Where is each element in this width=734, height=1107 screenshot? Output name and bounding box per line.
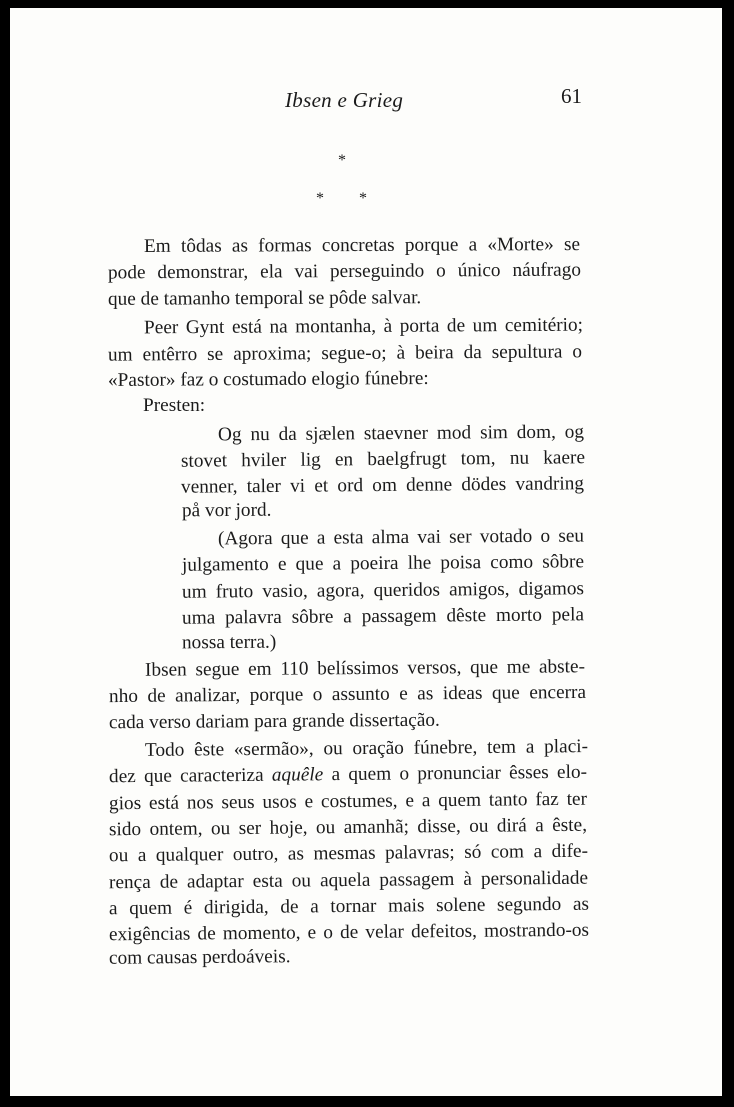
book-page — [10, 8, 722, 1096]
running-title: Ibsen e Grieg — [285, 88, 404, 112]
paragraph-2-line: um entêrro se aproxima; segue-o; à beira da sepultura o — [107, 341, 583, 366]
quote-translation-line: uma palavra sôbre a passagem dêste morto pela — [181, 604, 585, 629]
quote-translation-line: um fruto vasio, agora, queridos amigos, digamos — [181, 578, 585, 603]
asterism-top-star: * — [338, 152, 346, 169]
paragraph-1-line: que de tamanho temporal se pôde salvar. — [107, 287, 422, 310]
speaker-label: Presten: — [143, 395, 206, 416]
asterism-left-star: * — [316, 190, 324, 207]
paragraph-2-line: Peer Gynt está na montanha, à porta de um cemitério; — [143, 314, 584, 339]
paragraph-3-line: cada verso dariam para grande dissertação. — [108, 709, 440, 734]
paragraph-4-line: exigências de momento, e o de velar defeitos, mostrando-os — [108, 919, 590, 946]
emphasis-aquele: aquêle — [271, 764, 324, 786]
paragraph-3-line: Ibsen segue em 110 belíssimos versos, que me abste- — [144, 656, 586, 681]
quote-norwegian-line: på vor jord. — [181, 499, 272, 522]
paragraph-1-line: pode demonstrar, ela vai perseguindo o único náufrago — [107, 259, 582, 284]
quote-norwegian-line: venner, taler vi et ord om denne dödes vandring — [180, 473, 585, 498]
paragraph-4-text: dez que caracteriza — [108, 764, 272, 788]
quote-translation-line: (Agora que a esta alma vai ser votado o seu — [217, 525, 585, 550]
paragraph-1-line: Em tôdas as formas concretas porque a «Morte» se — [143, 234, 581, 257]
paragraph-4-line: com causas perdoáveis. — [108, 946, 291, 969]
paragraph-4-line: Todo êste «sermão», ou oração fúnebre, tem a placi- — [144, 736, 589, 761]
paragraph-4-line — [109, 761, 587, 790]
paragraph-4-line: gios está nos seus usos e costumes, e a quem tanto faz ter — [108, 788, 588, 815]
quote-translation-line: julgamento e que a poeira lhe poisa como sôbre — [181, 551, 585, 576]
paragraph-4-line: rença de adaptar esta ou aquela passagem à personalidade — [108, 867, 589, 894]
paragraph-4-text: a quem o pronunciar êsses elo- — [323, 761, 588, 786]
asterism-right-star: * — [359, 190, 367, 207]
quote-translation-line: nossa terra.) — [181, 631, 277, 654]
paragraph-4-line: a quem é dirigida, de a tornar mais solene segundo as — [108, 893, 590, 920]
page-number: 61 — [561, 84, 582, 108]
paragraph-2-line: «Pastor» faz o costumado elogio fúnebre: — [107, 368, 429, 391]
paragraph-4-line: ou a qualquer outro, as mesmas palavras; só com a dife- — [108, 840, 589, 867]
quote-norwegian-line: Og nu da sjælen staevner mod sim dom, og — [217, 421, 585, 446]
paragraph-3-line: nho de analizar, porque o assunto e as ideas que encerra — [108, 681, 587, 708]
paragraph-4-line: sido ontem, ou ser hoje, ou amanhã; disse, ou dirá a êste, — [108, 814, 588, 841]
quote-norwegian-line: stovet hviler lig en baelgfrugt tom, nu kaere — [180, 447, 586, 472]
